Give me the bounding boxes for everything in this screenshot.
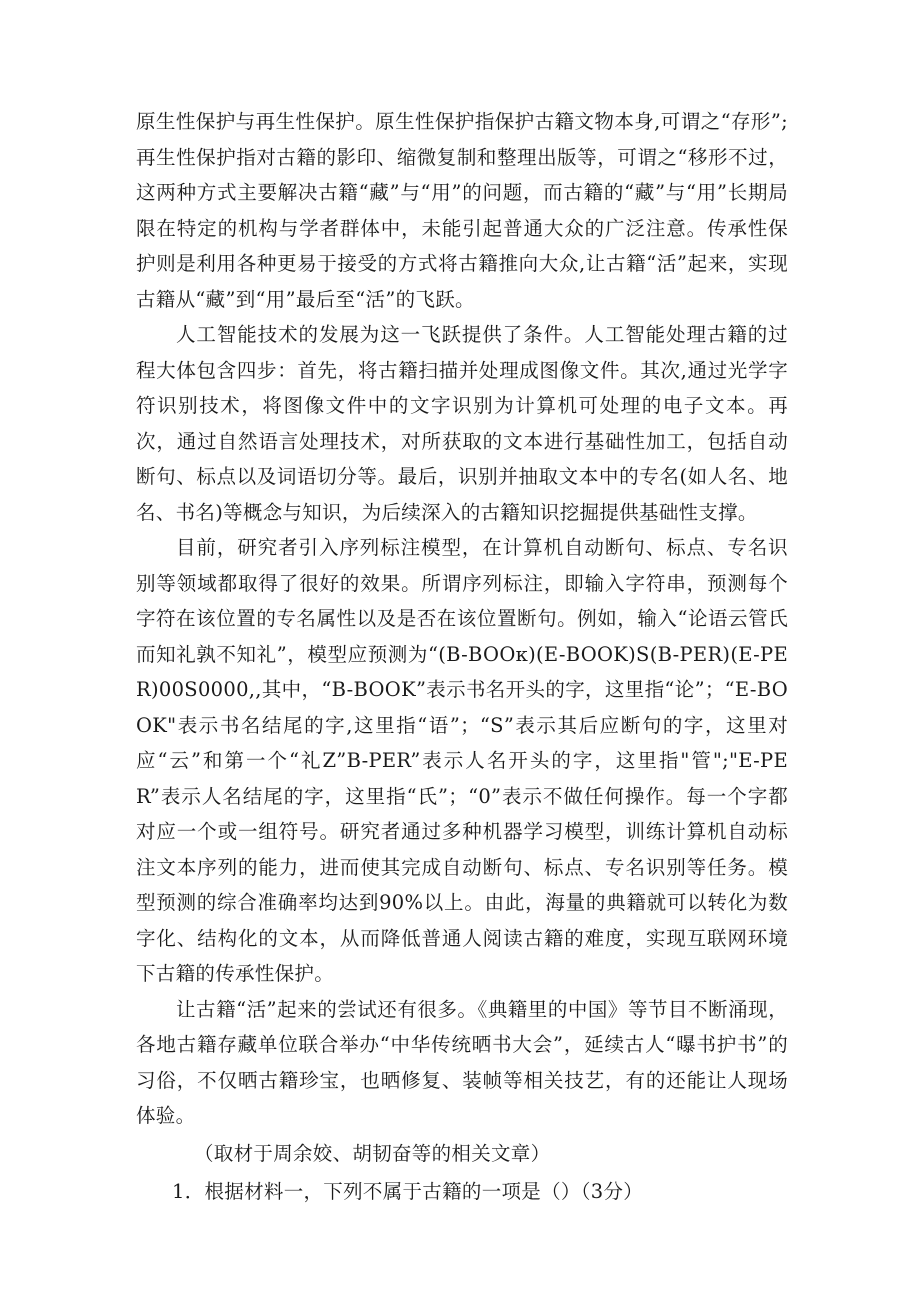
paragraph-sequence-labeling: 目前，研究者引入序列标注模型，在计算机自动断句、标点、专名识别等领域都取得了很好的效果。所谓序列标注，即输入字符串，预测每个字符在该位置的专名属性以及是否在该位置断句。例如，输入“论语云管氏而知礼孰不知礼”，模型应预测为“(B-BOOκ)(E-BOOK)S(B-PER)(E-PER)00S0000,,其中，“B-BOOK”表示书名开头的字，这里指“论”；“E-BOOK"表示书名结尾的字,这里指“语”；“S”表示其后应断句的字，这里对应“云”和第一个“礼Z”B-PER”表示人名开头的字，这里指"管";"E-PER”表示人名结尾的字，这里指“氏”；“0”表示不做任何操作。每一个字都对应一个或一组符号。研究者通过多种机器学习模型，训练计算机自动标注文本序列的能力，进而使其完成自动断句、标点、专名识别等任务。模型预测的综合准确率均达到90%以上。由此，海量的典籍就可以转化为数字化、结构化的文本，从而降低普通人阅读古籍的难度，实现互联网环境下古籍的传承性保护。	[136, 536, 788, 985]
document-page	[136, 104, 788, 1210]
paragraph-revival-attempts: 让古籍“活”起来的尝试还有很多。《典籍里的中国》等节目不断涌现，各地古籍存藏单位联合举办“中华传统晒书大会”，延续古人“曝书护书”的习俗，不仅晒古籍珍宝，也晒修复、装帧等相关技艺，有的还能让人现场体验。	[136, 997, 788, 1127]
paragraph-preservation: 原生性保护与再生性保护。原生性保护指保护古籍文物本身,可谓之“存形”;再生性保护指对古籍的影印、缩微复制和整理出版等，可谓之“移形不过，这两种方式主要解决古籍“藏”与“用”的问题，而古籍的“藏”与“用”长期局限在特定的机构与学者群体中，未能引起普通大众的广泛注意。传承性保护则是利用各种更易于接受的方式将古籍推向大众,让古籍“活”起来，实现古籍从“藏”到“用”最后至“活”的飞跃。	[136, 110, 788, 311]
paragraph-ai-processing: 人工智能技术的发展为这一飞跃提供了条件。人工智能处理古籍的过程大体包含四步：首先，将古籍扫描并处理成图像文件。其次,通过光学字符识别技术，将图像文件中的文字识别为计算机可处理的电子文本。再次，通过自然语言处理技术，对所获取的文本进行基础性加工，包括自动断句、标点以及词语切分等。最后，识别并抽取文本中的专名(如人名、地名、书名)等概念与知识，为后续深入的古籍知识挖掘提供基础性支撑。	[136, 323, 788, 524]
source-note: （取材于周余姣、胡韧奋等的相关文章）	[194, 1141, 551, 1165]
question-1: 1．根据材料一，下列不属于古籍的一项是（）（3分）	[172, 1179, 644, 1203]
